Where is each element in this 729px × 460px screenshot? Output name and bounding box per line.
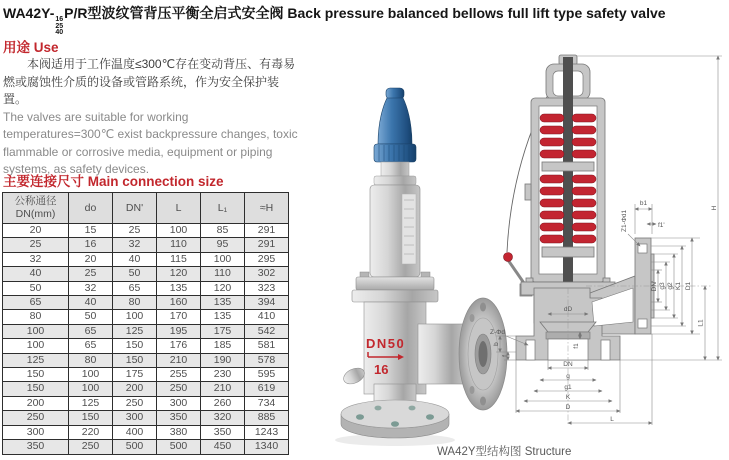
lever-ball xyxy=(504,253,513,262)
table-cell: 200 xyxy=(3,396,69,410)
table-cell: 20 xyxy=(3,224,69,238)
table-row xyxy=(3,440,289,454)
table-cell: 150 xyxy=(3,382,69,396)
table-cell: 291 xyxy=(245,224,289,238)
header-row xyxy=(3,193,289,224)
table-row xyxy=(3,224,289,238)
column-header-dn-out: DN' xyxy=(113,193,157,224)
table-cell: 380 xyxy=(157,425,201,439)
table-cell: 200 xyxy=(113,382,157,396)
table-cell: 80 xyxy=(113,296,157,310)
cap-knurl-ring xyxy=(374,144,416,162)
table-cell: 110 xyxy=(201,267,245,281)
table-cell: 500 xyxy=(157,440,201,454)
table-cell: 150 xyxy=(3,368,69,382)
dim-label-h: H xyxy=(711,205,718,211)
dim-label-z1-holes: Z1-Φd1 xyxy=(621,209,628,232)
table-cell: 350 xyxy=(201,425,245,439)
title-name-cn: P/R型波纹管背压平衡全启式安全阀 xyxy=(64,5,284,21)
table-cell: 578 xyxy=(245,353,289,367)
dn50-marking: DN50 xyxy=(366,336,406,351)
table-cell: 250 xyxy=(3,411,69,425)
table-row xyxy=(3,324,289,338)
use-paragraph-en: The valves are suitable for working temperatures=300℃ exist backpressure changes, toxic flammable or corrosive media, equipment or piping systems, as safety devices. xyxy=(3,109,298,176)
column-header-l: L xyxy=(157,193,201,224)
table-cell: 125 xyxy=(3,353,69,367)
table-cell: 394 xyxy=(245,296,289,310)
table-cell: 400 xyxy=(113,425,157,439)
table-row xyxy=(3,382,289,396)
table-cell: 65 xyxy=(113,281,157,295)
table-cell: 350 xyxy=(3,440,69,454)
table-row xyxy=(3,425,289,439)
dim-label-g3: g3 xyxy=(659,282,666,290)
table-row xyxy=(3,339,289,353)
dim-label-f: f xyxy=(501,355,509,357)
table-cell: 195 xyxy=(157,324,201,338)
table-cell: 100 xyxy=(69,382,113,396)
rating-40: 40 xyxy=(55,29,64,37)
table-row xyxy=(3,238,289,252)
dim-label-l1: L1 xyxy=(697,319,705,327)
table-cell: 115 xyxy=(157,252,201,266)
size-table xyxy=(2,192,289,455)
dim-label-z-holes: Z-Φd xyxy=(490,329,505,336)
dim-label-l: L xyxy=(610,416,614,423)
table-cell: 210 xyxy=(157,353,201,367)
table-cell: 300 xyxy=(3,425,69,439)
column-header-h: ≈H xyxy=(245,193,289,224)
dim-label-dn-out: DN' xyxy=(651,280,658,292)
table-cell: 255 xyxy=(157,368,201,382)
table-cell: 32 xyxy=(3,252,69,266)
page-title xyxy=(3,3,727,37)
table-cell: 210 xyxy=(201,382,245,396)
table-cell: 135 xyxy=(157,281,201,295)
table-cell: 100 xyxy=(3,324,69,338)
table-cell: 619 xyxy=(245,382,289,396)
table-cell: 250 xyxy=(157,382,201,396)
dim-label-k: K xyxy=(565,394,571,401)
table-cell: 100 xyxy=(157,224,201,238)
table-cell: 185 xyxy=(201,339,245,353)
table-cell: 300 xyxy=(157,396,201,410)
valve-photo-shapes xyxy=(335,88,507,446)
table-cell: 170 xyxy=(157,310,201,324)
table-cell: 80 xyxy=(3,310,69,324)
use-body xyxy=(3,56,298,179)
table-cell: 160 xyxy=(157,296,201,310)
structure-drawing xyxy=(490,48,729,440)
table-cell: 25 xyxy=(69,267,113,281)
table-cell: 40 xyxy=(113,252,157,266)
table-cell: 150 xyxy=(113,353,157,367)
table-cell: 295 xyxy=(245,252,289,266)
table-cell: 65 xyxy=(69,339,113,353)
table-cell: 135 xyxy=(201,310,245,324)
title-name-en: Back pressure balanced bellows full lift type safety valve xyxy=(287,5,666,21)
stem xyxy=(563,57,573,311)
table-cell: 100 xyxy=(3,339,69,353)
table-cell: 100 xyxy=(201,252,245,266)
table-cell: 581 xyxy=(245,339,289,353)
dim-label-g: g xyxy=(566,373,570,380)
table-cell: 150 xyxy=(69,411,113,425)
table-cell: 125 xyxy=(113,324,157,338)
table-heading: 主要连接尺寸 Main connection size xyxy=(3,174,224,189)
table-cell: 80 xyxy=(69,353,113,367)
table-cell: 260 xyxy=(201,396,245,410)
table-cell: 65 xyxy=(69,324,113,338)
pn16-marking: 16 xyxy=(374,362,389,377)
table-cell: 190 xyxy=(201,353,245,367)
dim-label-d1: D1 xyxy=(685,281,692,291)
size-table-body xyxy=(3,224,289,455)
table-cell: 350 xyxy=(157,411,201,425)
table-cell: 120 xyxy=(157,267,201,281)
table-cell: 85 xyxy=(201,224,245,238)
rating-25: 25 xyxy=(55,22,64,30)
table-cell: 100 xyxy=(113,310,157,324)
table-cell: 50 xyxy=(3,281,69,295)
table-cell: 65 xyxy=(3,296,69,310)
dim-label-f1-out: f1' xyxy=(658,222,665,229)
table-cell: 15 xyxy=(69,224,113,238)
dim-label-g2: g2 xyxy=(667,282,674,290)
table-row xyxy=(3,396,289,410)
table-cell: 300 xyxy=(113,411,157,425)
table-cell: 542 xyxy=(245,324,289,338)
table-cell: 1340 xyxy=(245,440,289,454)
column-header-dn-line2: DN(mm) xyxy=(15,208,56,220)
table-cell: 120 xyxy=(201,281,245,295)
rating-16: 16 xyxy=(55,16,64,23)
table-cell: 40 xyxy=(69,296,113,310)
table-cell: 25 xyxy=(113,224,157,238)
table-cell: 220 xyxy=(69,425,113,439)
table-row xyxy=(3,353,289,367)
column-header-dn xyxy=(3,193,69,224)
table-cell: 176 xyxy=(157,339,201,353)
blue-cap xyxy=(378,98,412,144)
table-cell: 95 xyxy=(201,238,245,252)
table-row xyxy=(3,310,289,324)
table-cell: 230 xyxy=(201,368,245,382)
table-cell: 410 xyxy=(245,310,289,324)
dim-label-dn: DN xyxy=(563,361,573,368)
table-row xyxy=(3,411,289,425)
column-header-dn-line1: 公称通径 xyxy=(14,195,57,207)
pressure-rating-stack xyxy=(55,17,63,37)
column-header-l1: L₁ xyxy=(201,193,245,224)
dim-label-b1: b1 xyxy=(639,200,648,207)
dim-label-f1: f1 xyxy=(573,343,580,349)
use-heading: 用途 Use xyxy=(3,40,59,55)
table-cell: 25 xyxy=(3,238,69,252)
label-sticker xyxy=(402,194,416,264)
table-cell: 175 xyxy=(113,368,157,382)
table-cell: 175 xyxy=(201,324,245,338)
table-row xyxy=(3,281,289,295)
table-cell: 150 xyxy=(113,339,157,353)
table-cell: 110 xyxy=(157,238,201,252)
table-cell: 595 xyxy=(245,368,289,382)
table-cell: 500 xyxy=(113,440,157,454)
table-row xyxy=(3,296,289,310)
table-cell: 20 xyxy=(69,252,113,266)
title-model: WA42Y- xyxy=(3,5,55,21)
table-row xyxy=(3,267,289,281)
table-cell: 734 xyxy=(245,396,289,410)
table-cell: 125 xyxy=(69,396,113,410)
table-cell: 885 xyxy=(245,411,289,425)
table-cell: 40 xyxy=(3,267,69,281)
dim-label-g1: g1 xyxy=(564,384,572,391)
table-cell: 450 xyxy=(201,440,245,454)
table-cell: 32 xyxy=(113,238,157,252)
table-cell: 291 xyxy=(245,238,289,252)
cap-knob xyxy=(386,88,404,99)
table-row xyxy=(3,252,289,266)
table-cell: 302 xyxy=(245,267,289,281)
table-cell: 323 xyxy=(245,281,289,295)
table-cell: 250 xyxy=(69,440,113,454)
table-cell: 320 xyxy=(201,411,245,425)
column-header-do: do xyxy=(69,193,113,224)
table-cell: 50 xyxy=(69,310,113,324)
dim-label-k1: K1 xyxy=(675,282,682,290)
table-cell: 250 xyxy=(113,396,157,410)
table-cell: 50 xyxy=(113,267,157,281)
table-cell: 100 xyxy=(69,368,113,382)
table-cell: 32 xyxy=(69,281,113,295)
dim-label-dd: dD xyxy=(563,306,573,313)
table-cell: 16 xyxy=(69,238,113,252)
table-row xyxy=(3,368,289,382)
dim-label-d: D xyxy=(565,404,571,411)
use-paragraph-cn: 本阀适用于工作温度≤300℃存在变动背压、有毒易燃或腐蚀性介质的设备或管路系统，作为安全保护装置。 xyxy=(3,57,296,106)
dim-label-b: b xyxy=(493,342,500,346)
table-cell: 1243 xyxy=(245,425,289,439)
table-cell: 135 xyxy=(201,296,245,310)
drawing-caption: WA42Y型结构图 Structure xyxy=(437,446,572,458)
